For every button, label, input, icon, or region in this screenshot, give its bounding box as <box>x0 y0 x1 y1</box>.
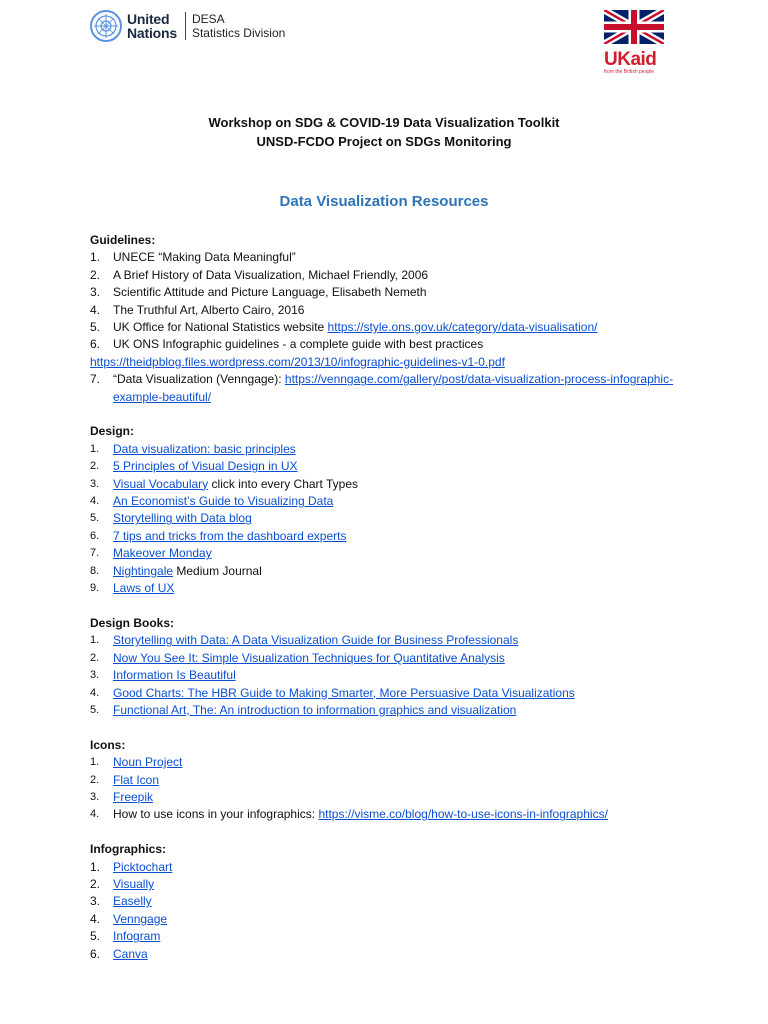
guidelines-heading: Guidelines: <box>90 233 156 247</box>
list-item: 3. Scientific Attitude and Picture Language, Elisabeth Nemeth <box>90 284 690 301</box>
list-item: 1. Storytelling with Data: A Data Visualization Guide for Business Professionals <box>90 633 519 648</box>
design-link[interactable]: 7 tips and tricks from the dashboard experts <box>113 528 347 543</box>
un-name-line2: Nations <box>127 25 177 41</box>
list-item: 3. Visual Vocabulary click into every Chart Types <box>90 476 359 491</box>
design-link[interactable]: An Economist’s Guide to Visualizing Data <box>113 494 334 509</box>
list-item: 4. Good Charts: The HBR Guide to Making Smarter, More Persuasive Data Visualizations <box>90 685 575 700</box>
list-item: 3. Freepik <box>90 789 154 804</box>
list-item: 6. UK ONS Infographic guidelines - a complete guide with best practices <box>90 336 690 353</box>
icon-resource-link[interactable]: Flat Icon <box>113 772 160 787</box>
icons-item-text: How to use icons in your infographics: <box>113 807 319 822</box>
list-item: 8. Nightingale Medium Journal <box>90 563 262 578</box>
title-line2: UNSD-FCDO Project on SDGs Monitoring <box>256 134 512 149</box>
ons-infographic-link[interactable]: https://theidpblog.files.wordpress.com/2013/10/infographic-guidelines-v1-0.pdf <box>90 354 505 369</box>
guideline-text: UK ONS Infographic guidelines - a complete guide with best practices <box>113 337 484 352</box>
book-link[interactable]: Storytelling with Data: A Data Visualization Guide for Business Professionals <box>113 633 519 648</box>
list-item: 2. Visually <box>90 876 155 891</box>
un-name <box>127 12 177 40</box>
list-item: 6. Canva <box>90 946 148 961</box>
list-item: 3. Information Is Beautiful <box>90 668 236 683</box>
un-emblem-icon <box>90 10 122 42</box>
list-item: 5. UK Office for National Statistics website https://style.ons.gov.uk/category/data-visualisation/ <box>90 320 598 335</box>
guideline-text: UK Office for National Statistics website <box>113 320 328 335</box>
list-item: 4. The Truthful Art, Alberto Cairo, 2016 <box>90 302 690 319</box>
guidelines-list-continued <box>90 371 690 406</box>
design-books-heading: Design Books: <box>90 615 175 630</box>
list-item: 4. Venngage <box>90 911 168 926</box>
design-heading: Design: <box>90 424 135 439</box>
design-link[interactable]: Storytelling with Data blog <box>113 511 252 526</box>
desa-label <box>192 12 285 40</box>
list-item: 3. Easelly <box>90 894 152 909</box>
infographic-tool-link[interactable]: Canva <box>113 946 148 961</box>
list-item: 2. A Brief History of Data Visualization, Michael Friendly, 2006 <box>90 267 690 284</box>
icon-resource-link[interactable]: Freepik <box>113 789 154 804</box>
list-item: 5. Infogram <box>90 929 161 944</box>
design-item-suffix: click into every Chart Types <box>208 476 359 491</box>
book-link[interactable]: Information Is Beautiful <box>113 668 236 683</box>
icons-heading: Icons: <box>90 737 126 752</box>
ukaid-logo <box>604 10 666 75</box>
list-item: 1. Picktochart <box>90 859 173 874</box>
infographic-tool-link[interactable]: Picktochart <box>113 859 173 874</box>
list-item: 2. Flat Icon <box>90 772 160 787</box>
ukaid-wordmark: UKaid <box>604 49 657 70</box>
design-list <box>90 441 690 598</box>
desa-line2: Statistics Division <box>191 26 286 40</box>
list-item-continuation <box>90 354 690 371</box>
list-item: 5. Functional Art, The: An introduction to information graphics and visualization <box>90 702 517 717</box>
list-item: 7. “Data Visualization (Venngage): https://venngage.com/gallery/post/data-visualization-process-infographic-example-beautiful/ <box>90 372 674 404</box>
guideline-text: UNECE “Making Data Meaningful” <box>113 250 296 265</box>
list-item: 1. Data visualization: basic principles <box>90 441 296 456</box>
infographics-list <box>90 859 690 963</box>
design-link[interactable]: Laws of UX <box>113 581 175 596</box>
document-title <box>0 113 768 151</box>
design-link[interactable]: Nightingale <box>113 563 174 578</box>
design-link[interactable]: 5 Principles of Visual Design in UX <box>113 459 298 474</box>
venngage-process-link[interactable]: https://venngage.com/gallery/post/data-visualization-process-infographic-example-beautiful/ <box>113 372 674 404</box>
list-item: 2. 5 Principles of Visual Design in UX <box>90 459 298 474</box>
design-link[interactable]: Visual Vocabulary <box>113 476 209 491</box>
infographic-tool-link[interactable]: Infogram <box>113 929 161 944</box>
icon-resource-link[interactable]: Noun Project <box>113 755 183 770</box>
design-books-list <box>90 632 690 719</box>
list-item: 1. Noun Project <box>90 755 183 770</box>
guideline-text: Scientific Attitude and Picture Language, Elisabeth Nemeth <box>113 285 427 300</box>
list-item: 5. Storytelling with Data blog <box>90 511 252 526</box>
title-line1: Workshop on SDG & COVID-19 Data Visualization Toolkit <box>208 115 560 130</box>
ons-style-link[interactable]: https://style.ons.gov.uk/category/data-visualisation/ <box>327 320 598 335</box>
infographic-tool-link[interactable]: Visually <box>113 876 155 891</box>
visme-icons-link[interactable]: https://visme.co/blog/how-to-use-icons-in-infographics/ <box>318 807 608 822</box>
guideline-text: “Data Visualization (Venngage): <box>113 372 285 387</box>
design-link[interactable]: Data visualization: basic principles <box>113 441 296 456</box>
un-desa-logo <box>90 10 285 42</box>
ukaid-tagline: from the British people <box>604 69 655 75</box>
list-item: 1. UNECE “Making Data Meaningful” <box>90 249 690 266</box>
design-item-suffix: Medium Journal <box>173 563 262 578</box>
book-link[interactable]: Functional Art, The: An introduction to information graphics and visualization <box>113 702 517 717</box>
infographic-tool-link[interactable]: Easelly <box>113 894 152 909</box>
list-item: 2. Now You See It: Simple Visualization Techniques for Quantitative Analysis <box>90 650 505 665</box>
un-name-line1: United <box>127 11 170 27</box>
design-link[interactable]: Makeover Monday <box>113 546 212 561</box>
resource-list <box>90 232 690 963</box>
guideline-text: A Brief History of Data Visualization, Michael Friendly, 2006 <box>113 267 429 282</box>
union-jack-icon <box>604 10 664 44</box>
infographic-tool-link[interactable]: Venngage <box>113 911 168 926</box>
list-item: 7. Makeover Monday <box>90 546 212 561</box>
list-item: 4. An Economist’s Guide to Visualizing Data <box>90 494 334 509</box>
guideline-text: The Truthful Art, Alberto Cairo, 2016 <box>113 302 305 317</box>
list-item: 6. 7 tips and tricks from the dashboard experts <box>90 528 347 543</box>
section-title: Data Visualization Resources <box>279 193 489 210</box>
icons-list <box>90 754 690 824</box>
book-link[interactable]: Now You See It: Simple Visualization Techniques for Quantitative Analysis <box>113 650 505 665</box>
logo-divider <box>185 12 186 40</box>
desa-line1: DESA <box>191 12 225 26</box>
guidelines-list <box>90 249 690 353</box>
book-link[interactable]: Good Charts: The HBR Guide to Making Smarter, More Persuasive Data Visualizations <box>113 685 575 700</box>
list-item: 9. Laws of UX <box>90 581 175 596</box>
infographics-heading: Infographics: <box>90 842 167 857</box>
list-item: 4. How to use icons in your infographics: https://visme.co/blog/how-to-use-icons-in-infographics/ <box>90 807 608 822</box>
